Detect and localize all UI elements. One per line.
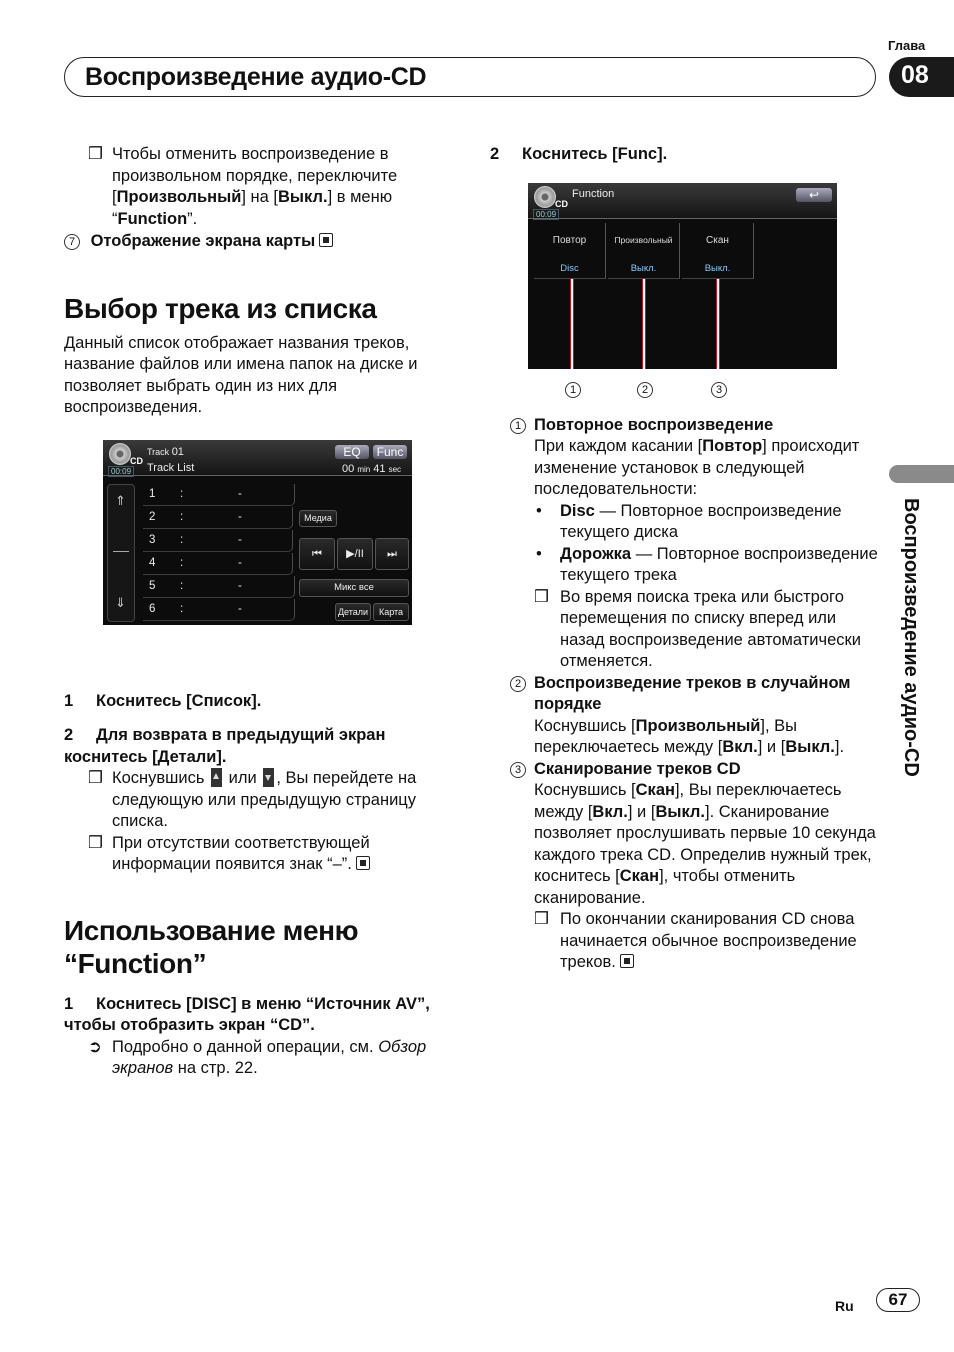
function-topbar: CD 00:09 Function ↩: [528, 183, 837, 219]
callout-2-icon: 2: [510, 676, 526, 692]
table-row[interactable]: [143, 484, 295, 506]
tracklist-topbar: CD 00:09 Track 01 Track List EQ Func 00 min 41 sec: [103, 440, 412, 476]
page-down-icon: [263, 768, 274, 787]
end-mark-icon: [356, 856, 370, 870]
list-scrollbar[interactable]: [107, 484, 135, 622]
track-name: -: [238, 534, 242, 546]
func-button[interactable]: Func: [373, 445, 407, 459]
track-number: 4: [149, 557, 156, 569]
cd-disc-icon: [534, 186, 556, 208]
function-screen: [528, 183, 837, 369]
elapsed-time: 00 min 41 sec: [342, 463, 402, 475]
callout-1-label: 1: [565, 382, 581, 398]
section-title-function: Использование меню “Function”: [64, 914, 359, 979]
arrow-right-icon: ➲: [88, 1037, 102, 1056]
media-button[interactable]: Медиа: [299, 510, 337, 527]
page-up-icon[interactable]: ⇑: [115, 493, 126, 508]
eq-button[interactable]: EQ: [335, 445, 369, 459]
table-row[interactable]: [143, 553, 293, 575]
track-name: -: [238, 488, 242, 500]
track-number: 1: [149, 488, 156, 500]
callout-2-label: 2: [637, 382, 653, 398]
note-random-cancel: ❒ Чтобы отменить воспроизведение в произвольном порядке, переключите [Произвольный] на [Выкл.] в меню “Function”.: [88, 145, 398, 228]
chapter-number: 08: [889, 57, 954, 97]
callout-3-icon: 3: [510, 762, 526, 778]
chapter-label: Глава: [888, 38, 926, 53]
section-title-track-list: Выбор трека из списка: [64, 292, 377, 324]
mix-all-button[interactable]: Микс все: [299, 579, 409, 597]
callout-7-icon: 7: [64, 234, 80, 250]
step-2-func: 2 Коснитесь [Func].: [490, 145, 668, 163]
page-title: Воспроизведение аудио-CD: [85, 63, 427, 91]
callout-pin-1: [570, 279, 574, 369]
checkbox-bullet-icon: ❒: [534, 587, 549, 606]
callout-3-label: 3: [711, 382, 727, 398]
track-list-title: Track List: [147, 462, 195, 474]
scroll-thumb[interactable]: [113, 551, 129, 552]
repeat-button[interactable]: Повтор Disc: [534, 223, 606, 279]
track-time-sep: :: [180, 511, 184, 523]
map-button[interactable]: Карта: [373, 603, 409, 621]
note-scan-end: ❒ По окончании сканирования CD снова начинается обычное воспроизведение треков.: [534, 910, 857, 971]
track-number: 6: [149, 603, 156, 615]
track-time-sep: :: [180, 488, 184, 500]
side-tab: [889, 465, 954, 483]
track-name: -: [238, 511, 242, 523]
back-button[interactable]: ↩: [796, 188, 832, 202]
page-number: 67: [876, 1288, 920, 1312]
random-button[interactable]: Произвольный Выкл.: [608, 223, 680, 279]
step-2-details: 2 Для возврата в предыдущий экран коснитесь [Детали].: [64, 726, 386, 766]
item-map-display: 7 Отображение экрана карты: [64, 231, 459, 253]
item-repeat: 1 Повторное воспроизведение При каждом касании [Повтор] происходит изменение установок в следующей последовательности:: [490, 415, 882, 501]
track-number: 2: [149, 511, 156, 523]
item-random: 2 Воспроизведение треков в случайном порядке Коснувшись [Произвольный], Вы переключаетесь между [Вкл.] и [Выкл.].: [490, 673, 882, 759]
page-up-icon: [211, 768, 222, 787]
track-name: -: [238, 603, 242, 615]
callout-pin-2: [642, 279, 646, 369]
end-mark-icon: [620, 954, 634, 968]
header-bar: [64, 57, 876, 97]
checkbox-bullet-icon: ❒: [88, 145, 103, 163]
track-time-sep: :: [180, 580, 184, 592]
track-time-sep: :: [180, 534, 184, 546]
checkbox-bullet-icon: ❒: [88, 833, 103, 852]
table-row[interactable]: [143, 599, 295, 621]
table-row[interactable]: [143, 507, 293, 529]
note-page-arrows: ❒ Коснувшись или , Вы перейдете на следующую или предыдущую страницу списка.: [88, 769, 417, 830]
callout-1-icon: 1: [510, 418, 526, 434]
table-row[interactable]: [143, 576, 295, 598]
track-time-sep: :: [180, 603, 184, 615]
end-mark-icon: [319, 233, 333, 247]
cd-disc-icon: [109, 443, 131, 465]
note-search-cancel: ❒ Во время поиска трека или быстрого перемещения по списку вперед или назад воспроизведение автоматически отменяется.: [534, 587, 861, 670]
next-track-button[interactable]: ⏭: [375, 538, 409, 570]
checkbox-bullet-icon: ❒: [534, 910, 549, 928]
track-name: -: [238, 557, 242, 569]
section-body-track-list: Данный список отображает названия треков, название файлов или имена папок на диске и позволяет выбрать один из них для воспроизведения.: [64, 333, 418, 416]
prev-track-button[interactable]: ⏮: [299, 538, 335, 570]
table-row[interactable]: [143, 530, 293, 552]
track-number: 5: [149, 580, 156, 592]
item-scan: 3 Сканирование треков CD Коснувшись [Скан], Вы переключаетесь между [Вкл.] и [Выкл.]. Сканирование позволяет прослушивать первые 10 секунда каждого трека CD. Определив нужный трек, коснитесь [Скан], чтобы отменить сканирование.: [490, 759, 882, 910]
reference-note: ➲ Подробно о данной операции, см. Обзор экранов на стр. 22.: [88, 1037, 427, 1077]
track-time-sep: :: [180, 557, 184, 569]
scan-button[interactable]: Скан Выкл.: [682, 223, 754, 279]
tracklist-screen: [103, 440, 412, 625]
step-1-list: 1 Коснитесь [Список].: [64, 691, 262, 710]
language-code: Ru: [835, 1298, 854, 1314]
side-section-label: Воспроизведение аудио-CD: [900, 498, 922, 777]
play-pause-button[interactable]: ▶/II: [337, 538, 373, 570]
step-1-disc: 1 Коснитесь [DISC] в меню “Источник AV”, чтобы отобразить экран “CD”.: [64, 994, 430, 1034]
track-name: -: [238, 580, 242, 592]
note-no-info: ❒ При отсутствии соответствующей информации появится знак “–”.: [88, 833, 370, 873]
details-button[interactable]: Детали: [335, 603, 371, 621]
bullet-track: • Дорожка — Повторное воспроизведение текущего трека: [536, 544, 878, 584]
callout-pin-3: [716, 279, 720, 369]
page-down-icon[interactable]: ⇓: [115, 595, 126, 610]
track-number: 3: [149, 534, 156, 546]
function-title: Function: [572, 188, 615, 200]
checkbox-bullet-icon: ❒: [88, 769, 103, 787]
bullet-disc: • Disc — Повторное воспроизведение текущего диска: [536, 501, 842, 541]
